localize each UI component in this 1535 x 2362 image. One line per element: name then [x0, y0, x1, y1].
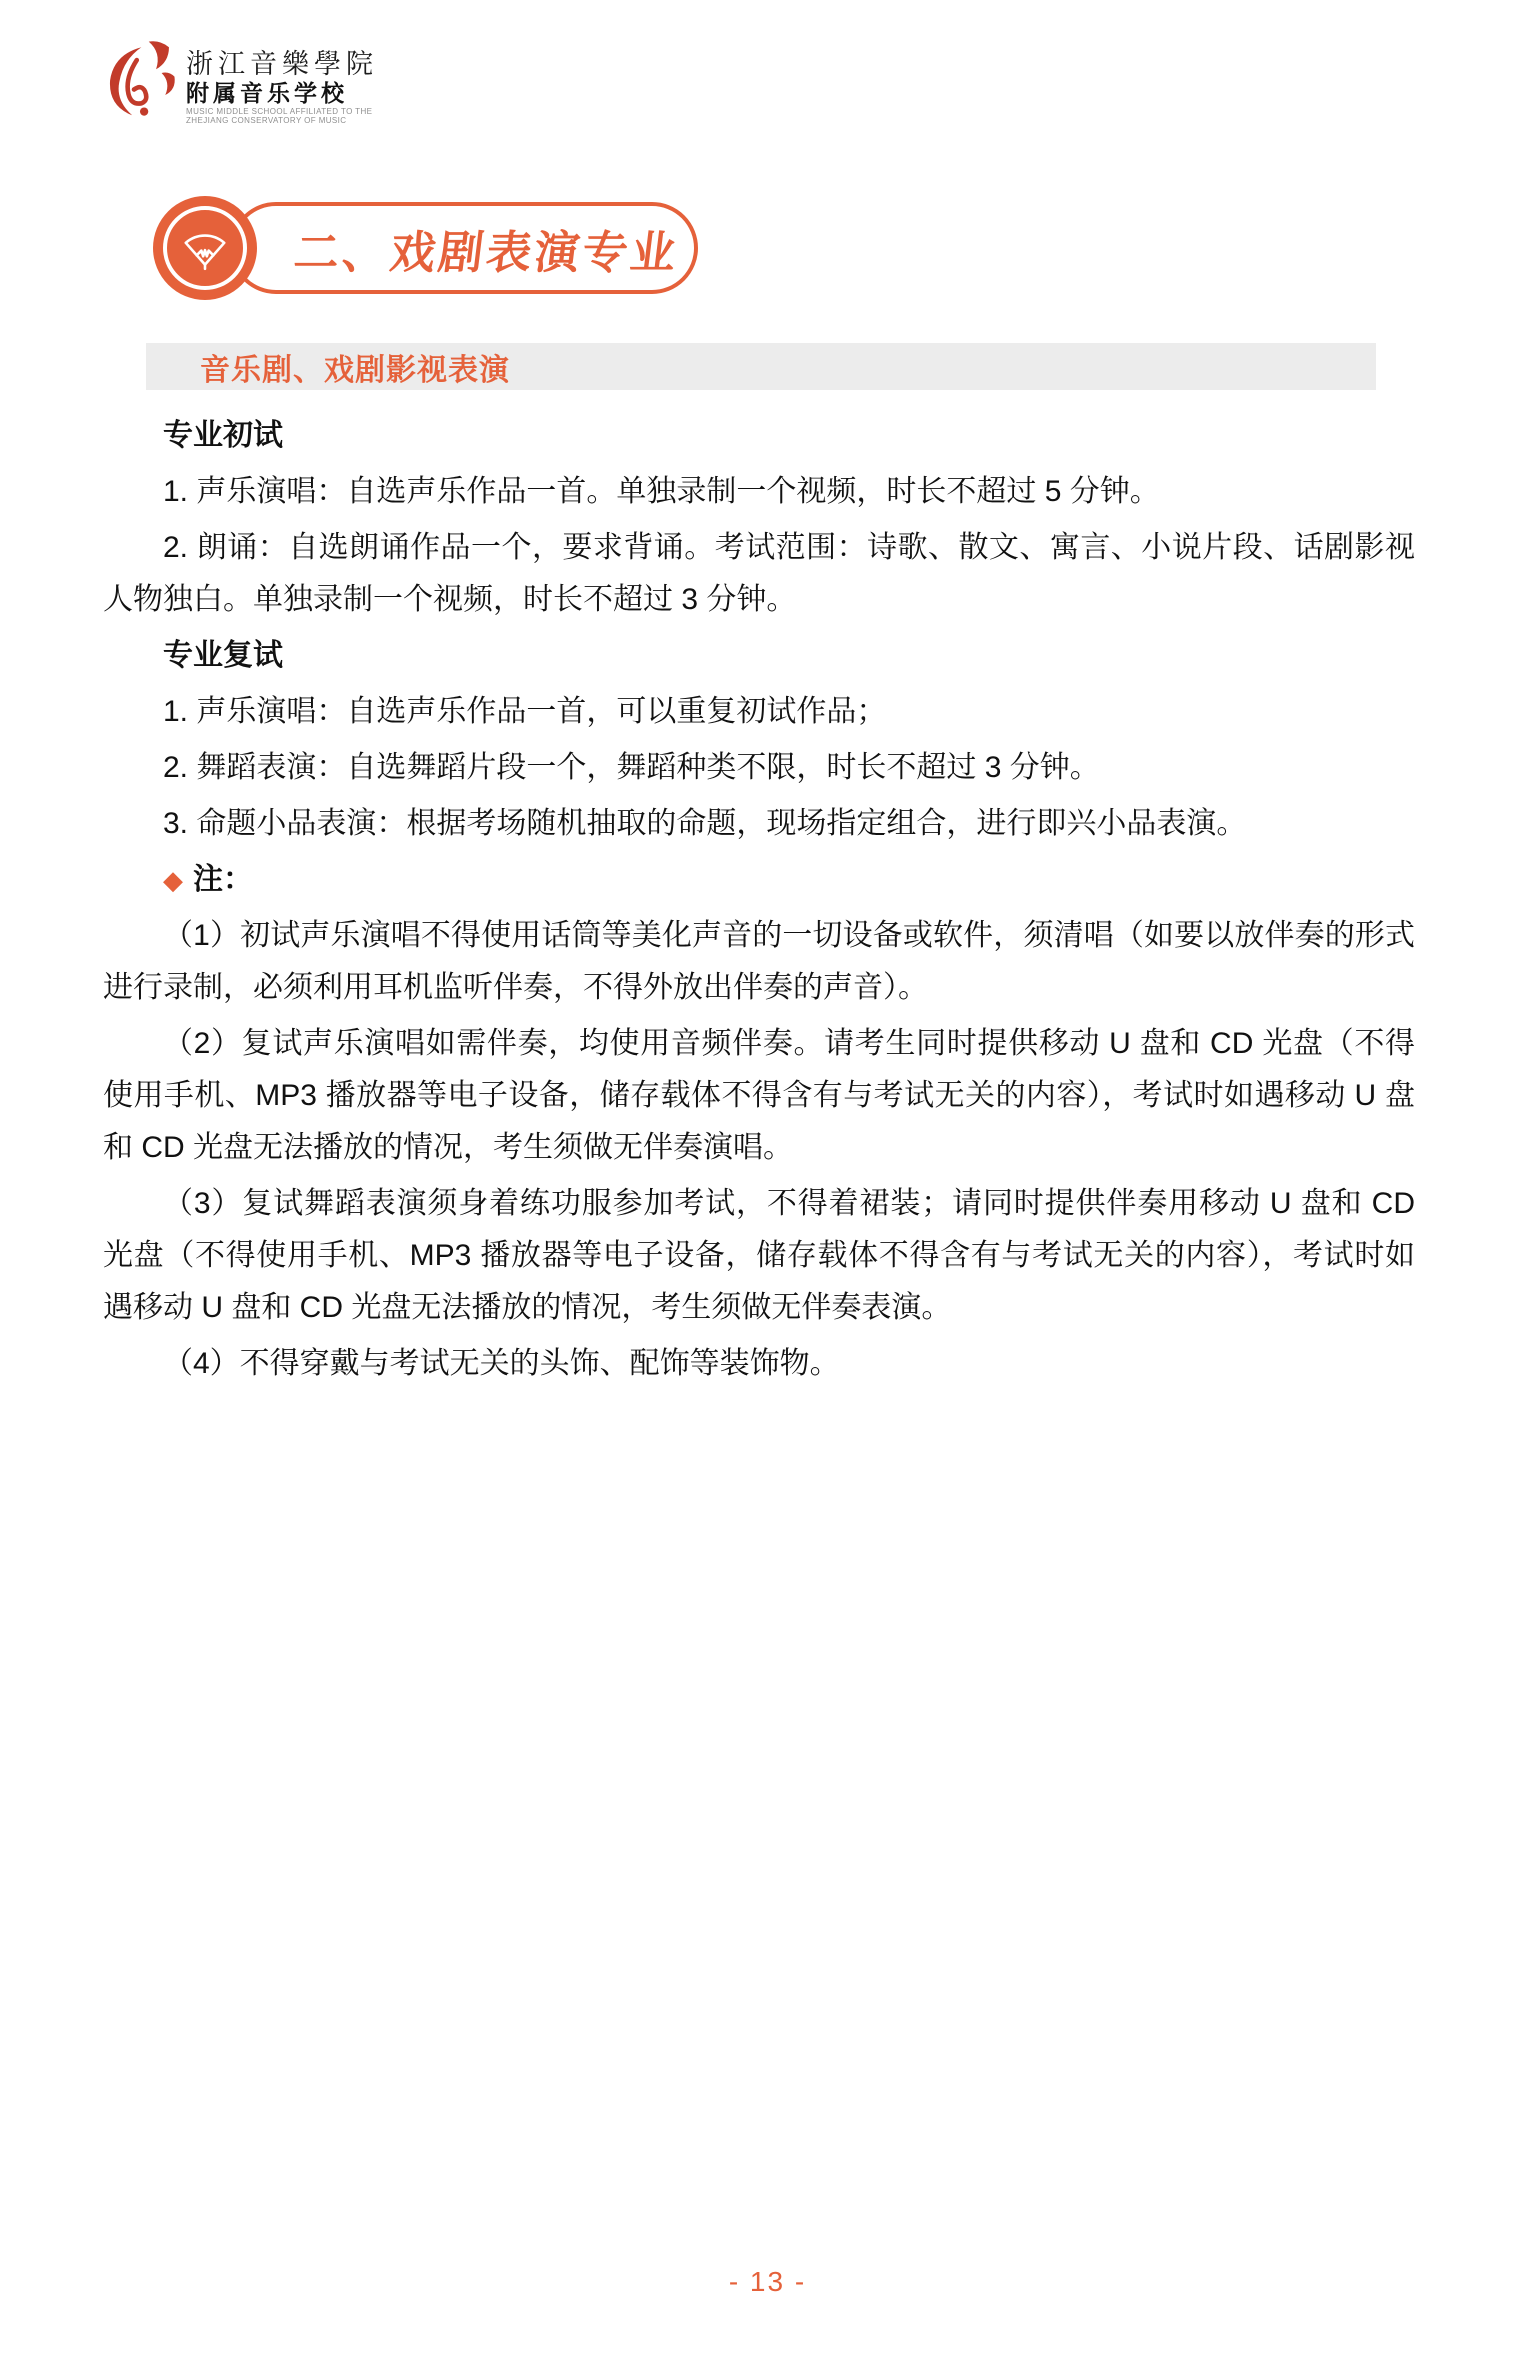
school-name-calligraphy: 浙江音樂學院 — [186, 49, 378, 80]
round2-item: 3. 命题小品表演：根据考场随机抽取的命题，现场指定组合，进行即兴小品表演。 — [163, 807, 1247, 840]
round1-item: 1. 声乐演唱：自选声乐作品一首。单独录制一个视频，时长不超过 5 分钟。 — [163, 475, 1160, 508]
school-logo — [88, 36, 378, 132]
section-badge-ring — [163, 206, 247, 290]
round2-item: 1. 声乐演唱：自选声乐作品一首，可以重复初试作品； — [163, 695, 887, 728]
notes-items — [103, 910, 1415, 1390]
note-item: （2）复试声乐演唱如需伴奏，均使用音频伴奏。请考生同时提供移动 U 盘和 CD 光盘（不得使用手机、MP3 播放器等电子设备，储存载体不得含有与考试无关的内容），考试时如遇移动 U 盘和 CD 光盘无法播放的情况，考生须做无伴奏演唱。 — [103, 1027, 1415, 1164]
round2-heading: 专业复试 — [163, 639, 283, 672]
note-item: （4）不得穿戴与考试无关的头饰、配饰等装饰物。 — [163, 1347, 840, 1380]
round1-item: 2. 朗诵：自选朗诵作品一个，要求背诵。考试范围：诗歌、散文、寓言、小说片段、话剧影视人物独白。单独录制一个视频，时长不超过 3 分钟。 — [103, 531, 1415, 616]
school-name-sub: 附属音乐学校 — [186, 80, 348, 106]
subsection-bar — [146, 343, 1376, 390]
section-badge — [153, 196, 257, 300]
round1-heading: 专业初试 — [163, 419, 283, 452]
notes-heading — [103, 854, 1415, 906]
section-title: 二、戏剧表演专业 — [291, 226, 682, 278]
school-logo-text — [186, 36, 378, 125]
subsection-title: 音乐剧、戏剧影视表演 — [200, 353, 510, 387]
folding-fan-icon — [179, 222, 231, 274]
school-name-english-2: ZHEJIANG CONSERVATORY OF MUSIC — [186, 116, 347, 125]
phoenix-clef-logo-icon — [88, 36, 180, 132]
note-item: （1）初试声乐演唱不得使用话筒等美化声音的一切设备或软件，须清唱（如要以放伴奏的形式进行录制，必须利用耳机监听伴奏，不得外放出伴奏的声音）。 — [103, 919, 1415, 1004]
round2-item: 2. 舞蹈表演：自选舞蹈片段一个，舞蹈种类不限，时长不超过 3 分钟。 — [163, 751, 1100, 784]
round1-items — [103, 466, 1415, 626]
notes-label: 注： — [193, 863, 253, 896]
note-item: （3）复试舞蹈表演须身着练功服参加考试，不得着裙装；请同时提供伴奏用移动 U 盘和 CD 光盘（不得使用手机、MP3 播放器等电子设备，储存载体不得含有与考试无关的内容），考试时如遇移动 U 盘和 CD 光盘无法播放的情况，考生须做无伴奏表演。 — [103, 1187, 1415, 1324]
section-title-box — [230, 202, 698, 294]
round2-items — [103, 686, 1415, 850]
diamond-bullet-icon: ◆ — [163, 865, 183, 895]
school-name-english-1: MUSIC MIDDLE SCHOOL AFFILIATED TO THE — [186, 107, 373, 116]
document-body — [103, 410, 1415, 1394]
page-number: - 13 - — [728, 2266, 807, 2297]
